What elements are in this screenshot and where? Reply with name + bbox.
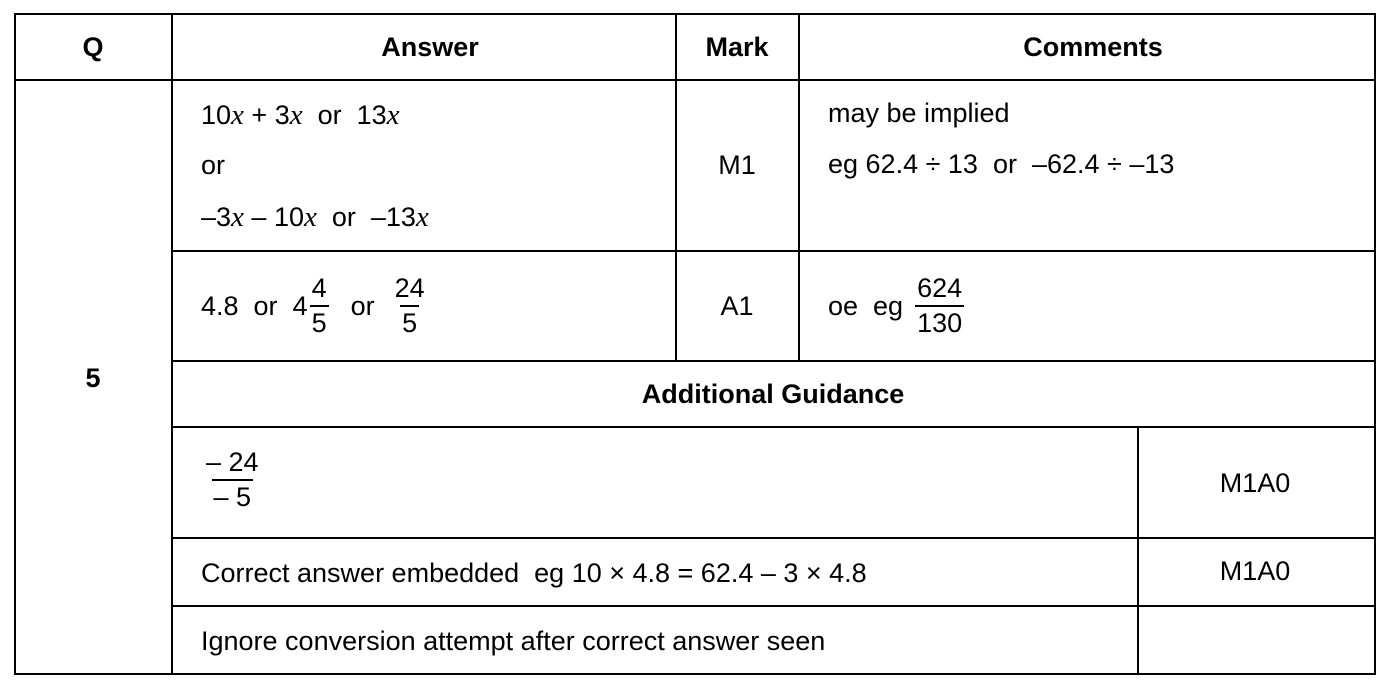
row2-mark: A1 — [720, 291, 754, 321]
header-mark: Mark — [705, 32, 769, 62]
guidance-fraction: $\frac{- 24}{- 5}$ — [206, 447, 259, 512]
row2-comment: oe eg $\frac{624}{130}$ — [828, 273, 963, 338]
header-comments: Comments — [1023, 32, 1163, 62]
guidance-title: Additional Guidance — [641, 379, 905, 409]
row1-comment-line2: eg 62.4 ÷ 13 or –62.4 ÷ –13 — [828, 149, 1175, 179]
row1-comment-line1: may be implied — [828, 98, 1010, 128]
comment-fraction: $\frac{624}{130}$ — [917, 273, 963, 338]
question-number: 5 — [85, 363, 101, 393]
row1-answer-line2: or — [201, 150, 226, 180]
row1-mark: M1 — [718, 150, 756, 180]
header-q: Q — [82, 32, 104, 62]
row1-answer-line3: –3x – 10x or –13x — [201, 201, 429, 233]
guidance-text-2: Correct answer embedded eg 10 × 4.8 = 62.4 – 3 × 4.8 — [201, 558, 867, 588]
guidance-text-3: Ignore conversion attempt after correct answer seen — [201, 626, 826, 656]
improper-fraction: $\frac{24}{5}$ — [394, 273, 425, 338]
header-answer: Answer — [381, 32, 479, 62]
row2-answer: 4.8 or 4 $\frac{4}{5}$ or $\frac{24}{5}$ — [201, 273, 425, 338]
row1-answer-line1: 10x + 3x or 13x — [201, 99, 400, 131]
mixed-fraction: $\frac{4}{5}$ — [311, 273, 327, 338]
guidance-mark-2: M1A0 — [1219, 556, 1291, 586]
guidance-mark-1: M1A0 — [1219, 468, 1291, 498]
